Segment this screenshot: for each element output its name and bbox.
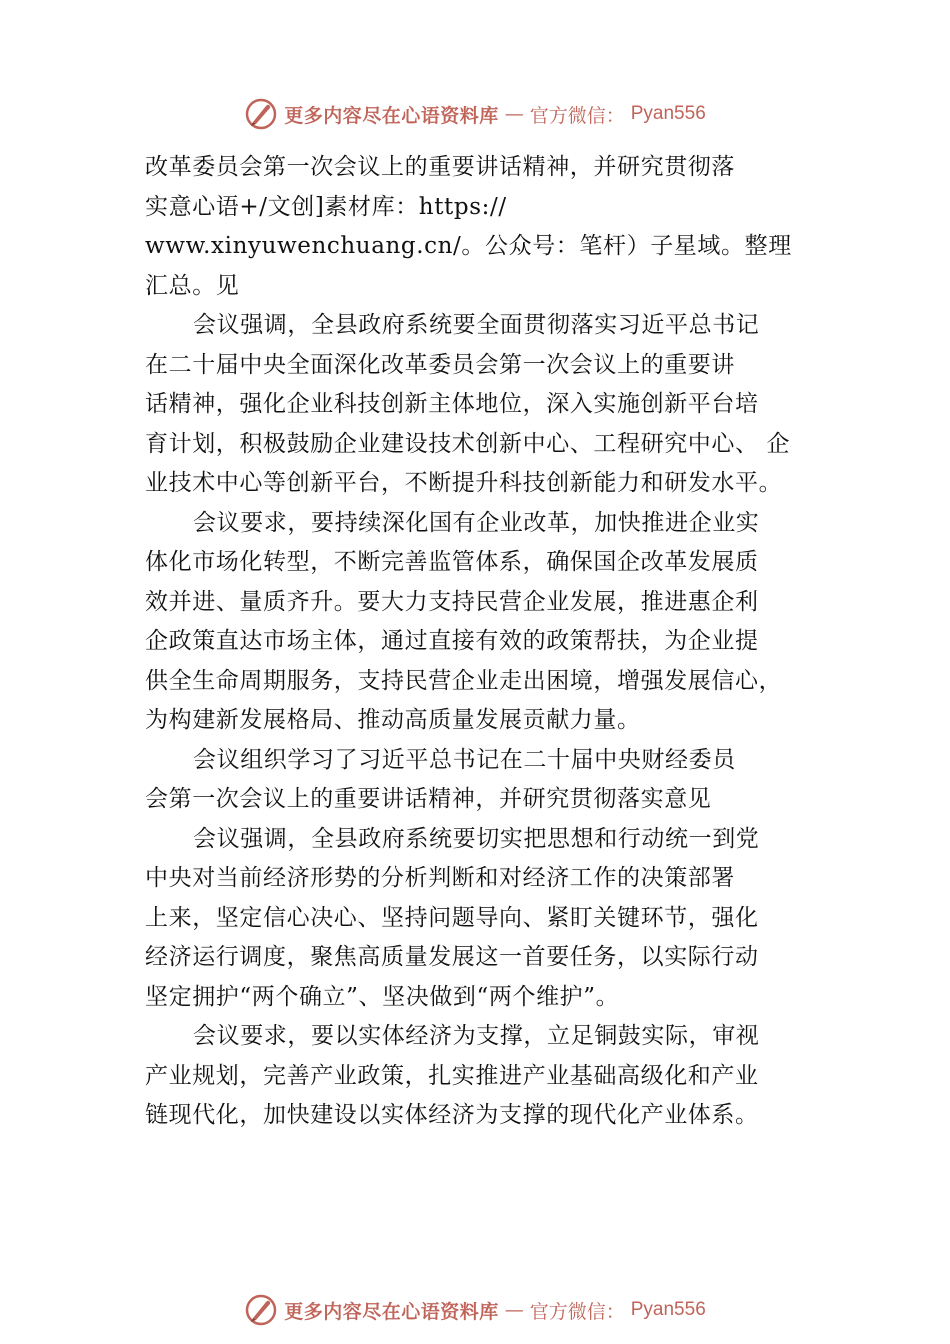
text-line: 链现代化，加快建设以实体经济为支撑的现代化产业体系。: [145, 1102, 759, 1128]
text-line: 会议强调，全县政府系统要全面贯彻落实习近平总书记: [193, 312, 760, 338]
text-line: 在二十届中央全面深化改革委员会第一次会议上的重要讲: [145, 351, 735, 378]
text-line: 产业规划，完善产业政策，扎实推进产业基础高级化和产业: [145, 1062, 759, 1089]
text-line: 会第一次会议上的重要讲话精神，并研究贯彻落实意见: [145, 786, 712, 812]
quill-pen-logo-icon: [244, 97, 278, 131]
document-body: [145, 148, 825, 1136]
text-line: 坚定拥护“两个确立”、坚决做到“两个维护”。: [145, 983, 620, 1010]
text-line: 上来，坚定信心决心、坚持问题导向、紧盯关键环节，强化: [145, 904, 759, 931]
text-line: 会议强调，全县政府系统要切实把思想和行动统一到党: [193, 825, 760, 852]
banner-wechat-label: 官方微信：: [529, 1300, 625, 1323]
text-line: 改革委员会第一次会议上的重要讲话精神，并研究贯彻落: [145, 154, 735, 180]
text-line: 中央对当前经济形势的分析判断和对经济工作的决策部署: [145, 865, 735, 891]
text-line: 业技术中心等创新平台，不断提升科技创新能力和研发水平。: [145, 470, 783, 496]
text-line: www.xinyuwenchuang.cn/。公众号：笔杆）子星域。整理: [145, 233, 792, 259]
banner-wechat-label: 官方微信：: [529, 104, 625, 127]
quill-pen-logo-icon: [244, 1293, 278, 1327]
text-line: 为构建新发展格局、推动高质量发展贡献力量。: [145, 707, 641, 733]
banner-site-text: 更多内容尽在心语资料库: [284, 1300, 499, 1323]
text-line: 会议要求，要持续深化国有企业改革，加快推进企业实: [193, 509, 760, 536]
banner-site-text: 更多内容尽在心语资料库: [284, 104, 499, 127]
footer-banner: [0, 1290, 950, 1330]
text-line: 效并进、量质齐升。要大力支持民营企业发展，推进惠企利: [145, 588, 759, 615]
banner-wechat-id: Pyan556: [630, 1299, 706, 1320]
banner-dash: —: [504, 103, 524, 125]
text-line: 企政策直达市场主体，通过直接有效的政策帮扶，为企业提: [145, 628, 759, 654]
banner-dash: —: [504, 1299, 524, 1321]
text-line: 实意心语+/文创]素材库：https://: [145, 193, 507, 220]
text-line: 话精神，强化企业科技创新主体地位，深入实施创新平台培: [145, 391, 759, 417]
text-line: 汇总。见: [145, 272, 240, 299]
text-line: 育计划，积极鼓励企业建设技术创新中心、工程研究中心、 企: [145, 430, 791, 457]
text-line: 体化市场化转型，不断完善监管体系，确保国企改革发展质: [145, 549, 759, 575]
text-line: 供全生命周期服务，支持民营企业走出困境，增强发展信心，: [145, 667, 783, 694]
banner-wechat-id: Pyan556: [630, 103, 706, 124]
header-banner: [0, 94, 950, 134]
text-line: 会议组织学习了习近平总书记在二十届中央财经委员: [193, 746, 736, 773]
text-line: 经济运行调度，聚焦高质量发展这一首要任务，以实际行动: [145, 944, 759, 970]
text-line: 会议要求，要以实体经济为支撑，立足铜鼓实际，审视: [193, 1023, 760, 1049]
